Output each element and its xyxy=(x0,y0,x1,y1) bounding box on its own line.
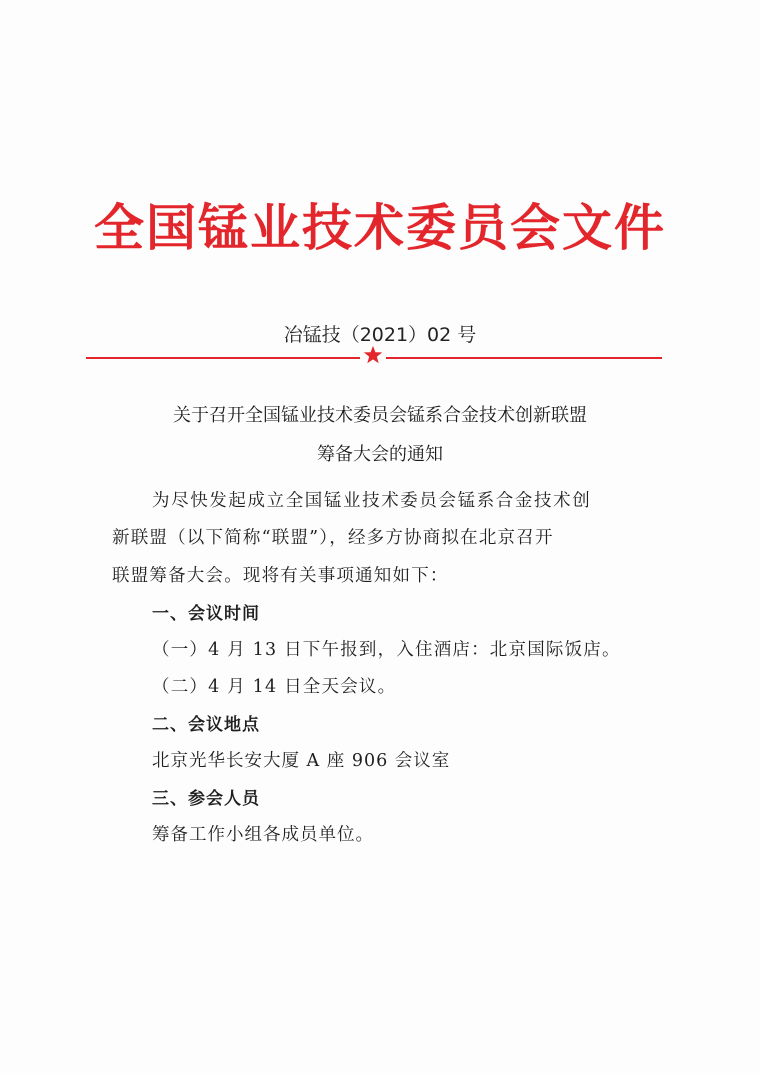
attendees-text: 筹备工作小组各成员单位。 xyxy=(152,825,374,845)
meeting-time-item-2: （二）4 月 14 日全天会议。 xyxy=(152,677,397,697)
red-divider-right xyxy=(386,357,662,359)
section-heading-meeting-location: 二、会议地点 xyxy=(152,715,260,735)
notice-title-line2: 筹备大会的通知 xyxy=(317,444,443,465)
star-icon xyxy=(362,344,384,366)
section-heading-attendees: 三、参会人员 xyxy=(152,789,260,809)
intro-line-1: 为尽快发起成立全国锰业技术委员会锰系合金技术创 xyxy=(152,491,592,511)
meeting-time-item-1: （一）4 月 13 日下午报到，入住酒店：北京国际饭店。 xyxy=(152,640,621,660)
meeting-location-text: 北京光华长安大厦 A 座 906 会议室 xyxy=(152,751,451,771)
notice-title-line1: 关于召开全国锰业技术委员会锰系合金技术创新联盟 xyxy=(173,405,587,426)
document-number: 冶锰技（2021）02 号 xyxy=(283,324,477,346)
red-divider-left xyxy=(86,357,360,359)
document-header-title: 全国锰业技术委员会文件 xyxy=(94,199,666,257)
intro-line-2: 新联盟（以下简称“联盟”），经多方协商拟在北京召开 xyxy=(112,528,554,548)
section-heading-meeting-time: 一、会议时间 xyxy=(152,604,260,624)
intro-line-3: 联盟筹备大会。现将有关事项通知如下： xyxy=(112,566,449,586)
